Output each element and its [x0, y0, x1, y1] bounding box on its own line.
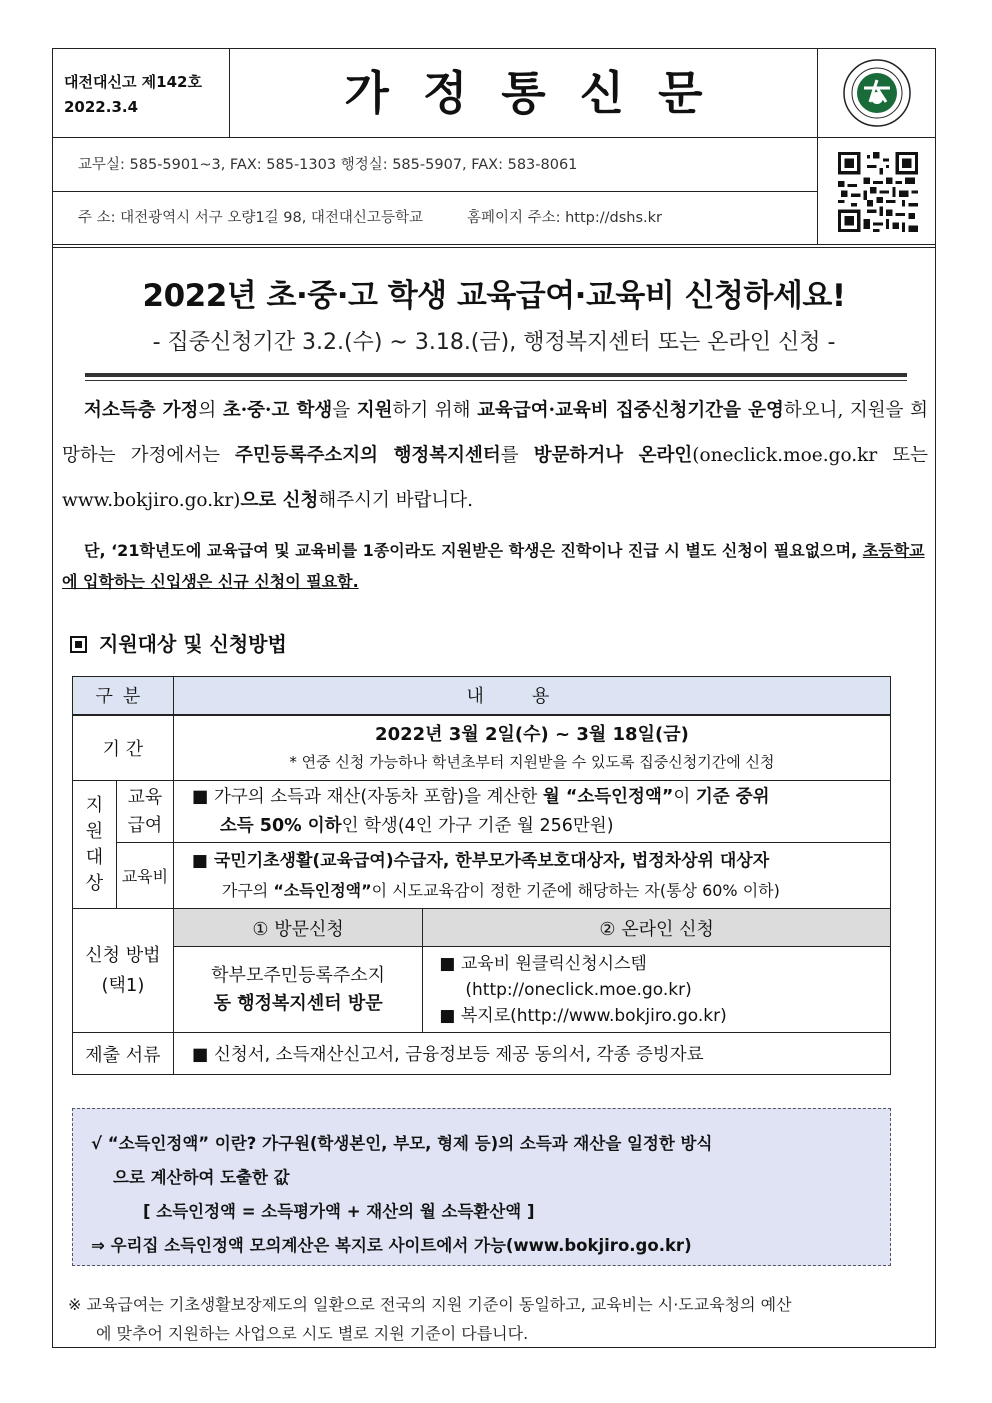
table-row-documents: [73, 1033, 891, 1075]
subheadline: - 집중신청기간 3.2.(수) ~ 3.18.(금), 행정복지센터 또는 온라인 신청 -: [152, 330, 836, 355]
method-label: 신청 방법 (택1): [73, 909, 174, 1033]
edu-cost-label: 교육비: [116, 843, 173, 909]
support-table: [72, 676, 891, 1075]
notice-text: 단, ‘21학년도에 교육급여 및 교육비를 1종이라도 지원받은 학생은 진학이나 진급 시 별도 신청이 필요없으며,: [84, 541, 863, 560]
edu-cost-content: ■ 국민기초생활(교육급여)수급자, 한부모가족보호대상자, 법정차상위 대상자 가구의 “소득인정액”이 시도교육감이 정한 기준에 해당하는 자(통상 60% 이하): [173, 843, 890, 909]
address-text: 주 소: 대전광역시 서구 오량1길 98, 대전대신고등학교: [78, 210, 423, 226]
intro-text: 하오니, 지원을 희망하는 가정에서는: [62, 400, 928, 466]
edu-benefit-label: 교육 급여: [116, 781, 173, 843]
section-title-text: 지원대상 및 신청방법: [99, 632, 287, 656]
method-visit-head: ① 방문신청: [173, 909, 423, 947]
issue-info: [52, 48, 230, 138]
docs-content: ■ 신청서, 소득재산신고서, 금융정보등 제공 동의서, 각종 증빙자료: [173, 1033, 890, 1075]
table-row-period: [73, 715, 891, 781]
method-visit-content: 학부모주민등록주소지 동 행정복지센터 방문: [173, 947, 423, 1033]
intro-text: 를: [500, 445, 534, 466]
intro-url-text: (oneclick.moe.go.kr 또는 www.bokjiro.go.kr): [62, 445, 928, 511]
school-emblem-icon: [842, 58, 912, 128]
intro-paragraph: [62, 388, 928, 523]
period-note: * 연중 신청 가능하나 학년초부터 지원받을 수 있도록 집중신청기간에 신청: [289, 752, 775, 771]
intro-bold: 지원: [356, 400, 393, 421]
oneclick-link[interactable]: (http://oneclick.moe.go.kr): [465, 979, 692, 1000]
divider-thick: [85, 373, 907, 377]
intro-bold: 주민등록주소지의 행정복지센터: [235, 445, 501, 466]
intro-text: 을: [332, 400, 357, 421]
headline: 2022년 초·중·고 학생 교육급여·교육비 신청하세요!: [142, 278, 846, 314]
footnote-line: ※ 교육급여는 기초생활보장제도의 일환으로 전국의 지원 기준이 동일하고, 교육비는 시·도교육청의 예산: [68, 1295, 792, 1314]
table-row-edu-cost: [73, 843, 891, 909]
target-label: 지 원 대 상: [73, 781, 117, 909]
issue-date: 2022.3.4: [64, 98, 139, 116]
income-formula: [ 소득인정액 = 소득평가액 + 재산의 월 소득환산액 ]: [143, 1202, 535, 1221]
info-line: ⇒ 우리집 소득인정액 모의계산은 복지로 사이트에서 가능(www.bokjiro.go.kr): [91, 1236, 692, 1255]
intro-text: 하기 위해: [392, 400, 478, 421]
table-row-method-head: [73, 909, 891, 947]
page-title: 가정통신문: [344, 66, 737, 120]
footnote-line: 에 맞추어 지원하는 사업으로 시도 별로 지원 기준이 다릅니다.: [96, 1324, 529, 1343]
intro-text: 해주시기 바랍니다.: [318, 490, 474, 511]
bokjiro-link[interactable]: 복지로(http://www.bokjiro.go.kr): [460, 1005, 727, 1026]
period-main: 2022년 3월 2일(수) ~ 3월 18일(금): [375, 723, 689, 745]
header-cell-content: 내용: [173, 677, 890, 715]
header-cell-category: 구분: [73, 677, 174, 715]
letter-header: [52, 48, 936, 244]
method-online-head: ② 온라인 신청: [423, 909, 891, 947]
logo-cell: [817, 48, 936, 138]
section-title: [70, 628, 287, 657]
intro-bold: 방문하거나 온라인: [533, 445, 693, 466]
address-row: [52, 192, 817, 244]
edu-benefit-content: ■ 가구의 소득과 재산(자동차 포함)을 계산한 월 “소득인정액”이 기준 중위 소득 50% 이하인 학생(4인 가구 기준 월 256만원): [173, 781, 890, 843]
intro-bold: 저소득층 가정: [84, 400, 199, 421]
period-content: [173, 715, 890, 781]
notice-underlined: 초등학교에 입학하는 신입생은 신규 신청이 필요함.: [62, 541, 925, 591]
square-bullet-icon: [70, 636, 87, 653]
homepage-link[interactable]: 홈페이지 주소: http://dshs.kr: [466, 210, 663, 226]
method-online-content: ■ 교육비 원클릭신청시스템 (http://oneclick.moe.go.kr) ■ 복지로(http://www.bokjiro.go.kr): [423, 947, 891, 1033]
info-line: √ “소득인정액” 이란? 가구원(학생본인, 부모, 형제 등)의 소득과 재산을 일정한 방식: [91, 1134, 713, 1153]
intro-bold: 교육급여·교육비 집중신청기간을 운영: [477, 400, 784, 421]
table-row-method-content: [73, 947, 891, 1033]
header-top-row: [52, 48, 936, 138]
info-line: 으로 계산하여 도출한 값: [113, 1168, 290, 1187]
docs-label: 제출 서류: [73, 1033, 174, 1075]
intro-text: 의: [198, 400, 223, 421]
divider-thin: [85, 380, 907, 381]
qr-code-icon[interactable]: [838, 152, 918, 232]
income-info-box: [72, 1108, 891, 1266]
period-label: 기 간: [73, 715, 174, 781]
intro-bold: 으로 신청: [240, 490, 319, 511]
qr-cell: [817, 138, 936, 244]
table-header-row: [73, 677, 891, 715]
contact-row: 교무실: 585-5901~3, FAX: 585-1303 행정실: 585-5907, FAX: 583-8061: [52, 138, 817, 192]
issue-number: 대전대신고 제142호: [64, 73, 202, 91]
table-row-edu-benefit: [73, 781, 891, 843]
notice-paragraph: [62, 535, 928, 597]
footnote: [68, 1290, 926, 1348]
intro-bold: 초·중·고 학생: [222, 400, 333, 421]
